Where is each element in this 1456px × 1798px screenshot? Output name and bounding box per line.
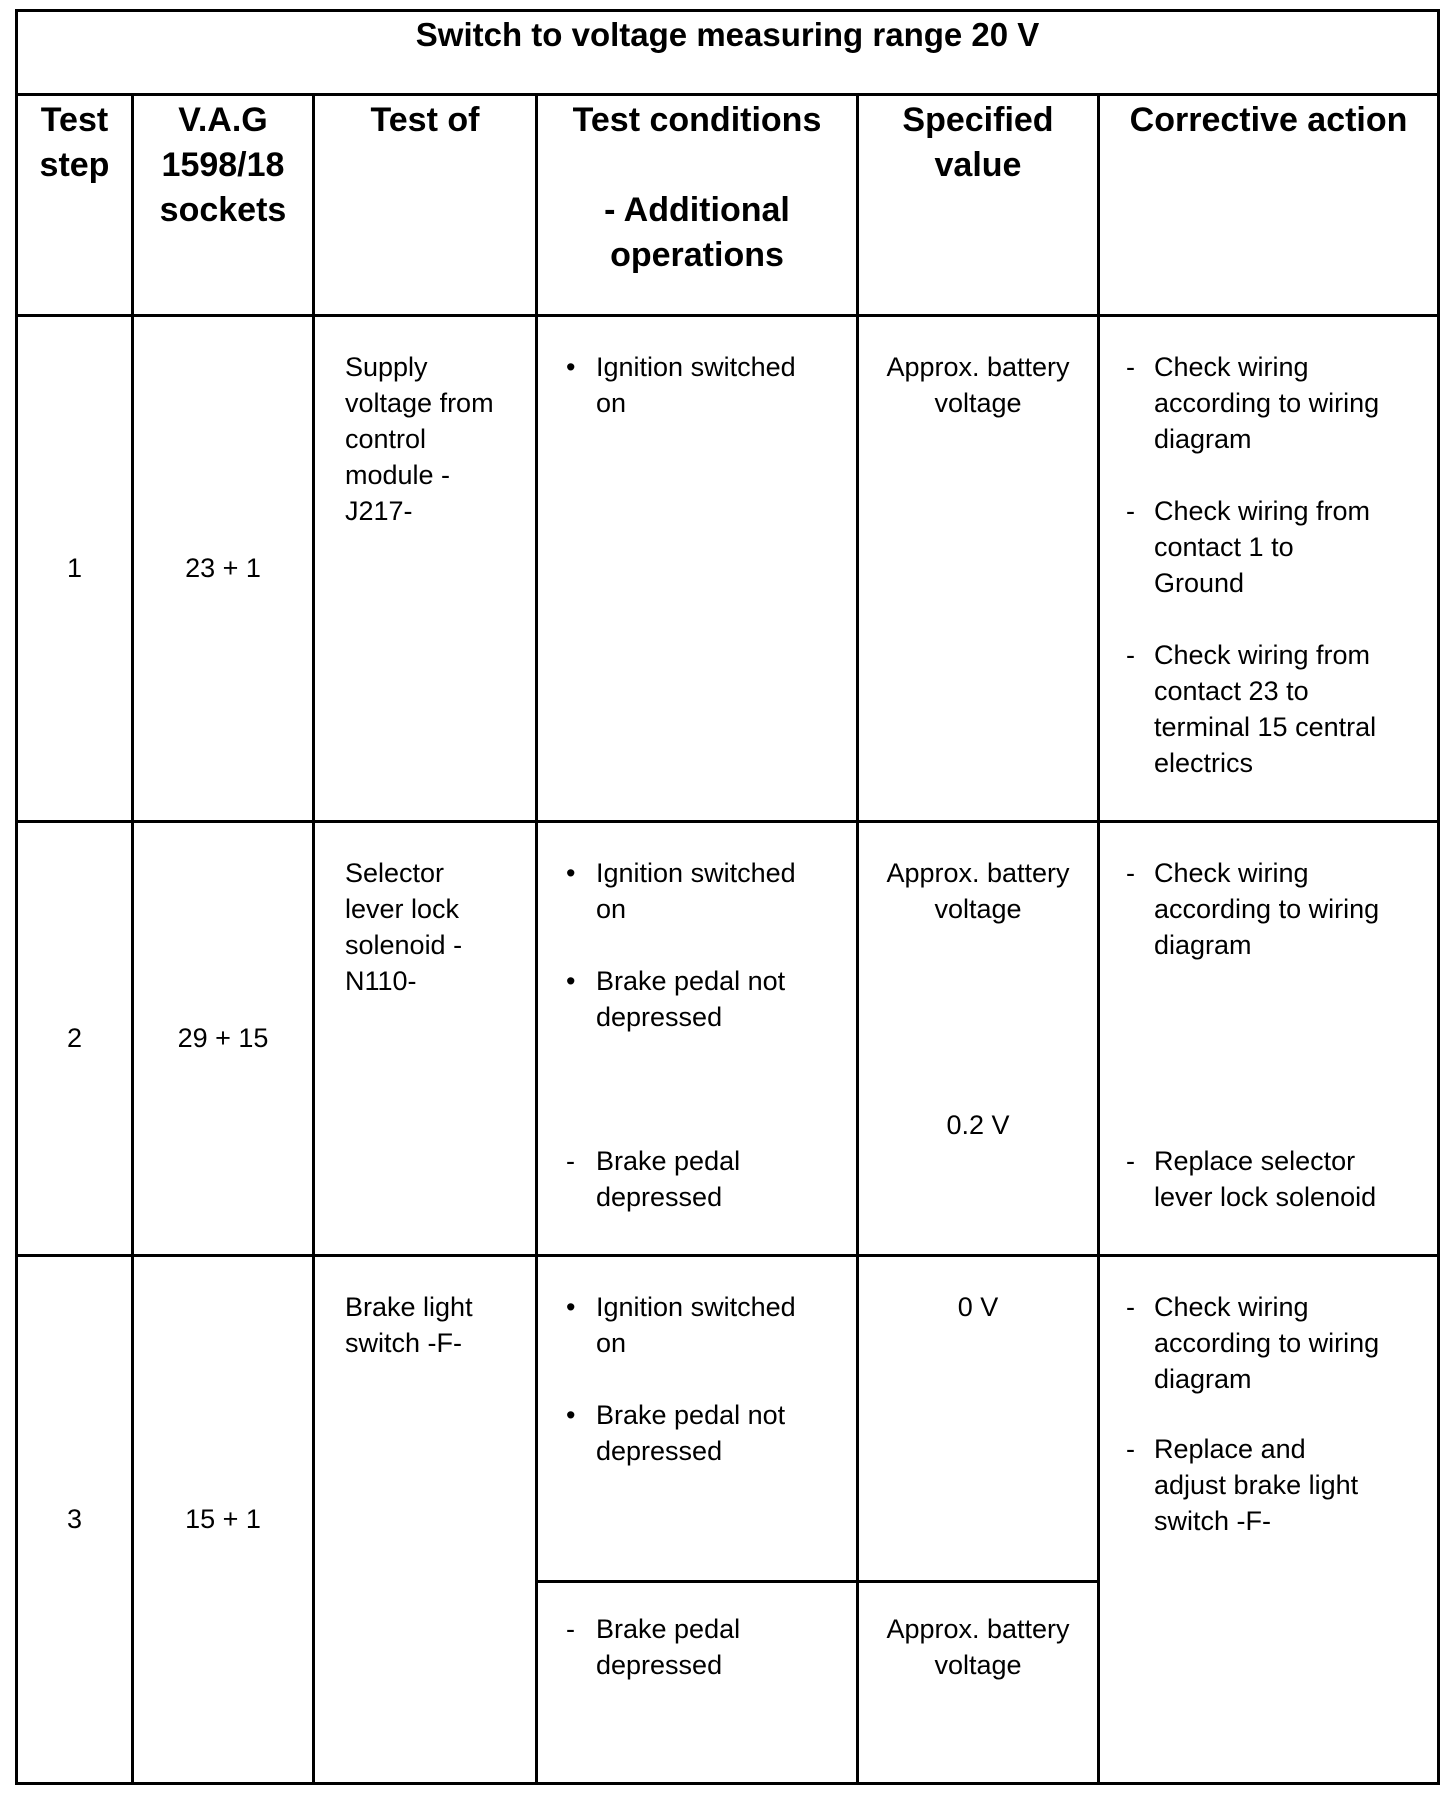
title-row xyxy=(17,11,1439,95)
test-of-text: Brake light switch -F- xyxy=(314,1256,537,1784)
header-row xyxy=(17,95,1439,316)
socket-pair: 23 + 1 xyxy=(133,316,314,822)
specified-value-2: 0.2 V xyxy=(946,1110,1010,1140)
action-item: - Check wiring according to wiring diagram xyxy=(1126,855,1421,963)
table-row xyxy=(17,1256,1439,1582)
test-step-number: 1 xyxy=(17,316,133,822)
header-sockets: V.A.G 1598/18 sockets xyxy=(133,95,314,316)
dash-marker: - xyxy=(1126,640,1135,670)
test-conditions xyxy=(537,316,858,822)
specified-value: Approx. battery voltage 0.2 V xyxy=(858,822,1099,1256)
bullet-marker: • xyxy=(566,858,576,888)
bullet-marker: • xyxy=(566,352,576,382)
condition-item: - Brake pedal depressed xyxy=(566,1611,840,1683)
header-test-of: Test of xyxy=(314,95,537,316)
header-test-conditions: Test conditions - Additional operations xyxy=(537,95,858,316)
action-item: - Check wiring from contact 23 to terminal 15 central electrics xyxy=(1126,637,1421,781)
bullet-marker: • xyxy=(566,1400,576,1430)
test-step-number: 2 xyxy=(17,822,133,1256)
table-row xyxy=(17,822,1439,1256)
socket-pair: 29 + 15 xyxy=(133,822,314,1256)
condition-item: • Ignition switched on xyxy=(566,855,840,927)
corrective-action xyxy=(1099,1256,1439,1784)
condition-item: • Ignition switched on xyxy=(566,349,840,421)
table-row xyxy=(17,316,1439,822)
specified-value: Approx. battery voltage xyxy=(858,316,1099,822)
test-conditions xyxy=(537,822,858,1256)
corrective-action xyxy=(1099,822,1439,1256)
condition-item: • Ignition switched on xyxy=(566,1289,840,1361)
corrective-action xyxy=(1099,316,1439,822)
action-item: - Replace and adjust brake light switch -F- xyxy=(1126,1431,1421,1539)
dash-marker: - xyxy=(1126,352,1135,382)
table-title: Switch to voltage measuring range 20 V xyxy=(17,11,1439,95)
condition-item: • Brake pedal not depressed xyxy=(566,963,840,1035)
action-item: - Check wiring according to wiring diagram xyxy=(1126,349,1421,457)
dash-marker: - xyxy=(1126,496,1135,526)
specified-value: Approx. battery voltage xyxy=(858,1582,1099,1784)
dash-marker: - xyxy=(566,1614,575,1644)
test-of-text: Selector lever lock solenoid - N110- xyxy=(314,822,537,1256)
dash-marker: - xyxy=(1126,1434,1135,1464)
header-test-step: Test step xyxy=(17,95,133,316)
action-item: - Check wiring according to wiring diagram xyxy=(1126,1289,1421,1397)
action-item: - Replace selector lever lock solenoid xyxy=(1126,1143,1421,1215)
header-corrective-action: Corrective action xyxy=(1099,95,1439,316)
test-table xyxy=(15,9,1440,1785)
test-conditions xyxy=(537,1582,858,1784)
bullet-marker: • xyxy=(566,1292,576,1322)
action-item: - Check wiring from contact 1 to Ground xyxy=(1126,493,1421,601)
socket-pair: 15 + 1 xyxy=(133,1256,314,1784)
test-step-number: 3 xyxy=(17,1256,133,1784)
bullet-marker: • xyxy=(566,966,576,996)
header-specified-value: Specified value xyxy=(858,95,1099,316)
test-of-text: Supply voltage from control module - J217- xyxy=(314,316,537,822)
dash-marker: - xyxy=(566,1146,575,1176)
condition-item: - Brake pedal depressed xyxy=(566,1143,840,1215)
test-conditions xyxy=(537,1256,858,1582)
dash-marker: - xyxy=(1126,1146,1135,1176)
dash-marker: - xyxy=(1126,858,1135,888)
condition-item: • Brake pedal not depressed xyxy=(566,1397,840,1469)
specified-value: 0 V xyxy=(858,1256,1099,1582)
dash-marker: - xyxy=(1126,1292,1135,1322)
